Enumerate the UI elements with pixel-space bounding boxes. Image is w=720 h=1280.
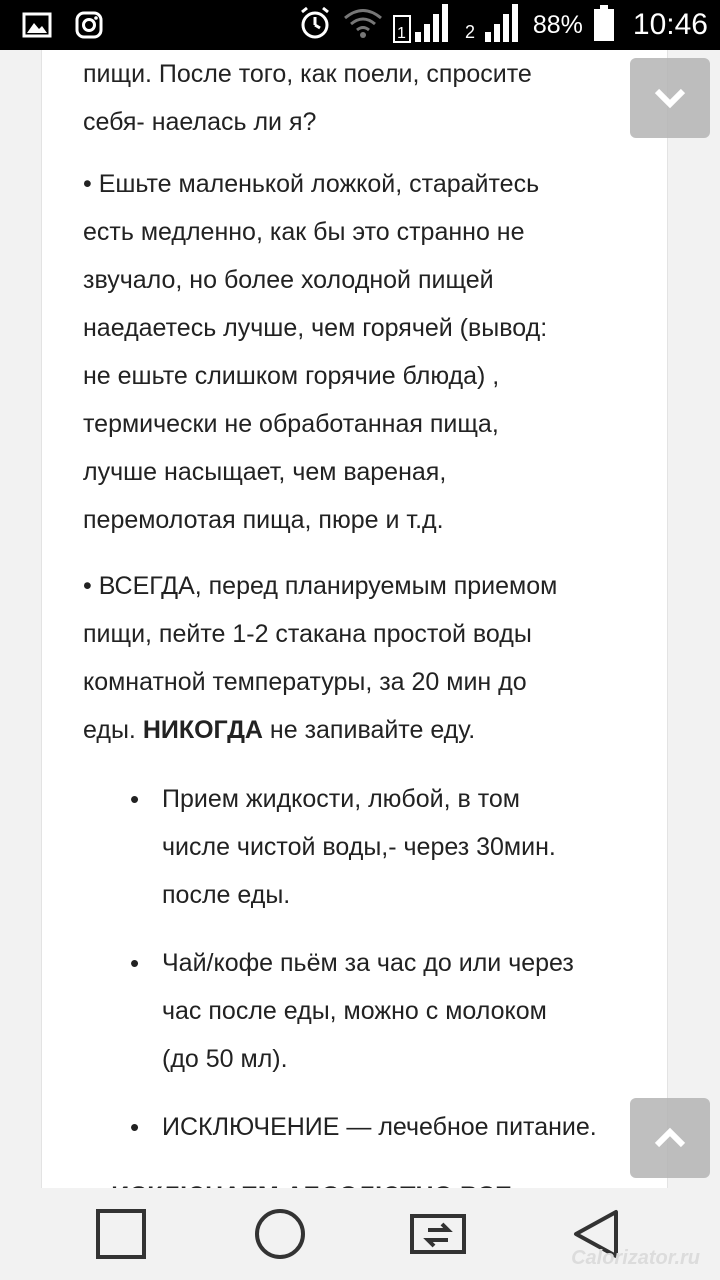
wifi-icon [343,7,383,44]
sim1-signal-icon [393,2,453,49]
chevron-up-icon [653,1127,687,1149]
paragraph-1: пищи. После того, как поели, спросите себя- наелась ли я? [83,60,532,136]
home-button[interactable] [250,1208,310,1260]
image-icon [22,10,52,45]
sim2-signal-icon [463,2,523,49]
dual-window-button[interactable] [408,1208,468,1260]
status-bar [0,0,720,50]
navigation-bar [0,1188,720,1280]
recent-apps-button[interactable] [92,1208,152,1260]
battery-percent: 88% [532,10,583,39]
svg-text:2: 2 [464,21,475,42]
circle-icon [250,1208,310,1260]
square-icon [92,1208,152,1260]
paragraph-3: • ВСЕГДА, перед планируемым приемом пищи, пейте 1-2 стакана простой воды комнатной температуры, за 20 мин до еды. НИКОГДА не запивайте еду. [83,572,558,744]
scroll-up-button[interactable] [630,1098,710,1178]
clock: 10:46 [632,8,708,41]
svg-text:1: 1 [396,24,406,42]
scroll-down-button[interactable] [630,58,710,138]
alarm-icon [297,5,333,46]
chevron-down-icon [653,87,687,109]
emphasis-never: НИКОГДА [142,716,263,744]
battery-icon [593,4,615,47]
switch-icon [408,1208,468,1260]
paragraph-2: • Ешьте маленькой ложкой, старайтесь есть медленно, как бы это странно не звучало, но более холодной пищей наедаетесь лучше, чем горячей (вывод: не ешьте слишком горячие блюда) , термически не обработанная пища, лучше насыщает, чем вареная, перемолотая пища, пюре и т.д. [83,170,548,534]
watermark: Calorizator.ru [571,1247,700,1269]
instagram-icon [74,10,104,45]
web-page[interactable]: пищи. После того, как поели, спросите себя- наелась ли я? • Ешьте маленькой ложкой, старайтесь есть медленно, как бы это странно не звучало, но более холодной пищей наедаетесь лучше, чем горячей (вывод: не ешьте слишком горячие блюда) , термически не обработанная пища, лучше насыщает, чем вареная, перемолотая пища, пюре и т.д. • ВСЕГДА, перед планируемым приемом пищи, пейте 1-2 стакана простой воды комнатной температуры, за 20 мин до еды. НИКОГДА не запивайте еду. • Прием жидкости, любой, в том числе чистой воды,- через 30мин. после еды. • Чай/кофе пьём за час до или через час после еды, можно с молоком (до 50 мл). • ИСКЛЮЧЕНИЕ — лечебное питание. [0,50,720,1188]
